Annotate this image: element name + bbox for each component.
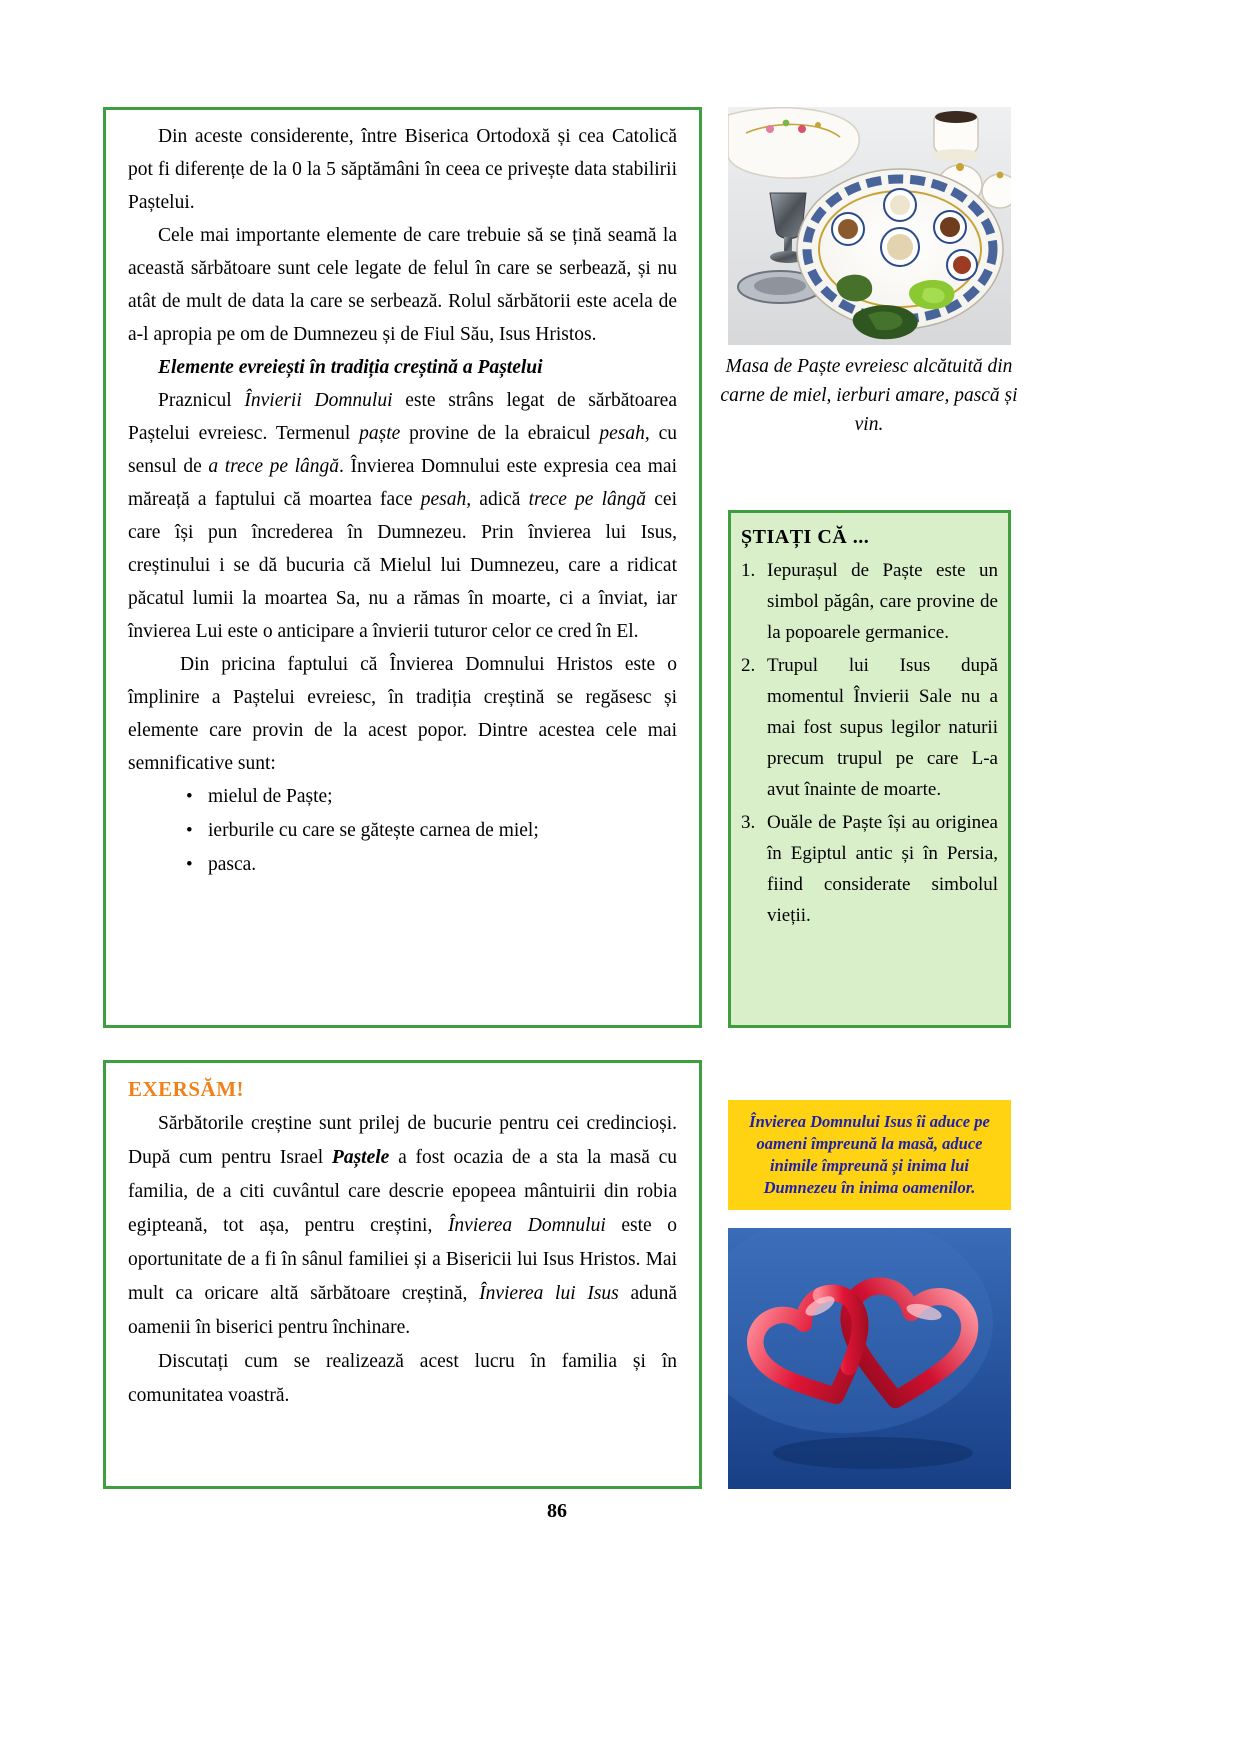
did-you-know-box bbox=[728, 510, 1011, 1028]
text-segment: este strâns legat de sărbătoarea Paștelui evreiesc. Termenul bbox=[128, 390, 677, 444]
text-segment: Paștele bbox=[331, 1147, 390, 1168]
text-segment: adună oamenii în biserici pentru închinare. bbox=[128, 1283, 678, 1338]
text-segment: pesah, bbox=[599, 423, 650, 444]
text-segment: trece pe lângă bbox=[528, 489, 647, 510]
item-text: Ouăle de Paște își au originea în Egiptul antic și în Persia, fiind considerate simbolul vieții. bbox=[767, 812, 998, 926]
text-segment: Sărbătorile creștine sunt prilej de bucurie pentru cei credincioși. După cum pentru Israel bbox=[128, 1113, 677, 1168]
item-number: 1. bbox=[741, 560, 756, 581]
text-segment: Învierea lui Isus bbox=[479, 1283, 619, 1304]
text-segment: Învierii Domnului bbox=[244, 390, 393, 411]
exercise-paragraph-1 bbox=[128, 1107, 677, 1345]
text-segment: cei care își pun încrederea în Dumnezeu. Prin învierea lui Isus, creștinului i se dă bucuria că Mielul lui Dumnezeu, care a ridicat păcatul lumii la moartea Sa, nu a rămas în moarte, ci a înviat, iar învierea Lui este o anticipare a învierii tuturor celor ce cred în El. bbox=[128, 489, 677, 642]
exercise-paragraph-2: Discutați cum se realizează acest lucru în familia și în comunitatea voastră. bbox=[128, 1351, 677, 1406]
hearts-image bbox=[728, 1228, 1011, 1489]
item-text: Iepurașul de Paște este un simbol păgân, care provine de la popoarele germanice. bbox=[767, 560, 998, 643]
text-segment: este o oportunitate de a fi în sânul familiei și a Bisericii lui Isus Hristos. Mai mult ca oricare altă sărbătoare creștină, bbox=[128, 1215, 677, 1304]
text-segment: Învierea Domnului bbox=[447, 1215, 606, 1236]
article-paragraph-3 bbox=[128, 384, 677, 648]
text-segment: provine de la ebraicul bbox=[400, 423, 600, 444]
text-segment: a trece pe lângă bbox=[208, 456, 340, 477]
quote-box bbox=[728, 1100, 1011, 1210]
text-segment: cu sensul de bbox=[128, 423, 678, 477]
text-segment: paște bbox=[359, 423, 401, 444]
text-segment: a fost ocazia de a sta la masă cu familia, de a citi cuvântul care descrie epopeea mântuirii din robia egipteană, tot așa, pentru creștini, bbox=[128, 1147, 677, 1236]
text-segment: Praznicul bbox=[158, 390, 245, 411]
article-heading: Elemente evreiești în tradiția creștină a Paștelui bbox=[158, 357, 543, 378]
text-segment: pesah, bbox=[420, 489, 472, 510]
article-paragraph-4: Din pricina faptului că Învierea Domnului Hristos este o împlinire a Paștelui evreiesc, în tradiția creștină se regăsesc și elemente care provin de la acest popor. Dintre acestea cele mai semnificative sunt: bbox=[128, 654, 677, 774]
did-you-know-item bbox=[741, 650, 998, 805]
did-you-know-title: ȘTIAȚI CĂ ... bbox=[741, 526, 870, 548]
hearts-illustration bbox=[728, 1228, 1011, 1489]
list-item: • ierburile cu care se gătește carnea de miel; bbox=[186, 814, 677, 848]
figure-caption: Masa de Paște evreiesc alcătuită din carne de miel, ierburi amare, pască și vin. bbox=[720, 356, 1018, 435]
exercise-title: EXERSĂM! bbox=[128, 1077, 245, 1101]
text-segment: adică bbox=[471, 489, 529, 510]
article-paragraph-1: Din aceste considerente, între Biserica Ortodoxă și cea Catolică pot fi diferențe de la 0 la 5 săptămâni în ceea ce privește data stabilirii Paștelui. bbox=[128, 126, 677, 213]
item-text: Trupul lui Isus după momentul Învierii Sale nu a mai fost supus legilor naturii precum trupul pe care L-a avut înainte de moarte. bbox=[767, 655, 998, 800]
item-number: 3. bbox=[741, 812, 756, 833]
seder-plate-illustration bbox=[728, 107, 1011, 345]
seder-plate-image bbox=[728, 107, 1011, 345]
item-number: 2. bbox=[741, 655, 756, 676]
main-article-box bbox=[103, 107, 702, 1028]
did-you-know-item bbox=[741, 807, 998, 931]
page-number: 86 bbox=[547, 1500, 567, 1522]
article-bullet-list bbox=[128, 780, 677, 882]
did-you-know-item bbox=[741, 555, 998, 648]
exercise-box bbox=[103, 1060, 702, 1489]
list-item: • pasca. bbox=[186, 848, 677, 882]
text-segment: . Învierea Domnului este expresia cea mai măreață a faptului că moartea face bbox=[128, 456, 677, 510]
list-item: • mielul de Paște; bbox=[186, 780, 677, 814]
quote-text: Învierea Domnului Isus îi aduce pe oameni împreună la masă, aduce inimile împreună și inima lui Dumnezeu în inima oamenilor. bbox=[749, 1112, 990, 1197]
article-paragraph-2: Cele mai importante elemente de care trebuie să se țină seamă la această sărbătoare sunt cele legate de felul în care se serbează, și nu atât de mult de data la care se serbează. Rolul sărbătorii este acela de a-l apropia pe om de Dumnezeu și de Fiul Său, Isus Hristos. bbox=[128, 225, 677, 345]
